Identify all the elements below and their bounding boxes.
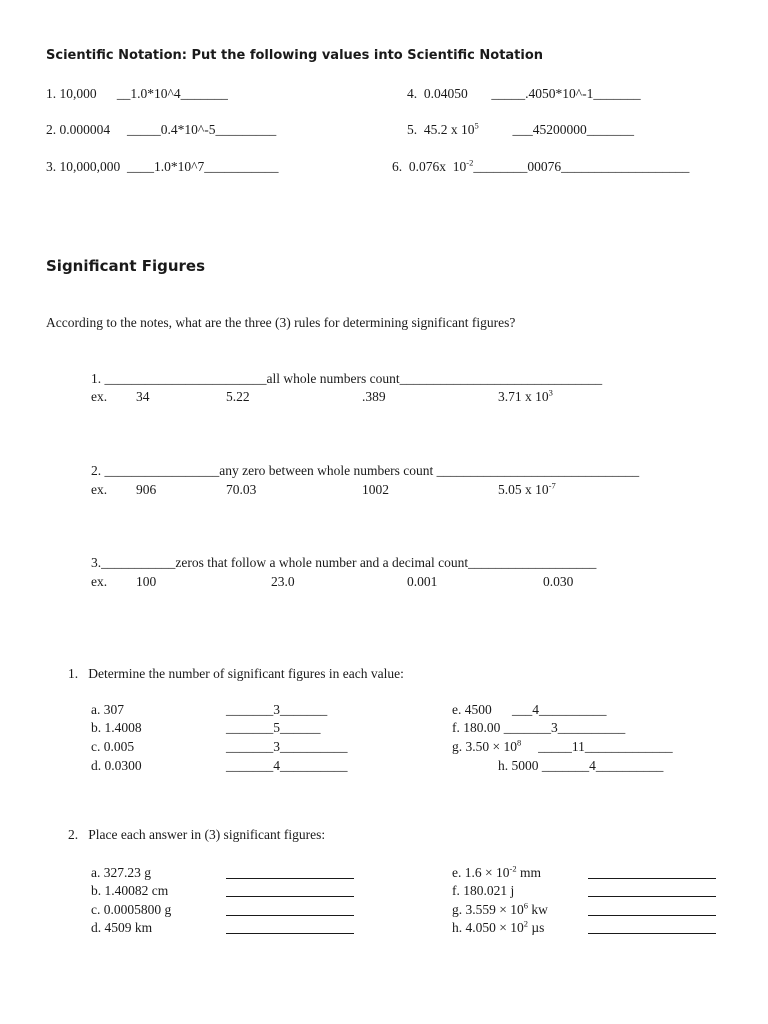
rule-3-line: 3.___________zeros that follow a whole number and a decimal count___________________ bbox=[91, 555, 597, 570]
rule-1-ex-label: ex. bbox=[91, 389, 108, 404]
rule-3-example-3: 0.001 bbox=[407, 574, 438, 589]
sig-figs-heading: Significant Figures bbox=[46, 257, 206, 275]
q2-item-b: b. 1.40082 cm bbox=[91, 883, 169, 898]
rule-1-example-2: 5.22 bbox=[226, 389, 250, 404]
rules-question: According to the notes, what are the three (3) rules for determining significant figures? bbox=[46, 315, 516, 330]
q2-blank-f[interactable] bbox=[588, 882, 716, 897]
q1-item-g: g. $3.50 \times 10^8$ _____11_____________ bbox=[452, 737, 673, 754]
q2-blank-b[interactable] bbox=[226, 882, 354, 897]
sci-item-1: 1. 10,000 __1.0*10^4_______ bbox=[46, 86, 228, 101]
rule-2-example-3: 1002 bbox=[362, 482, 389, 497]
rule-2-line: 2. _________________any zero between whole numbers count ______________________________ bbox=[91, 463, 640, 478]
sci-item-4: 4. 0.04050 _____.4050*10^-1_______ bbox=[407, 86, 641, 101]
rule-1-example-1: 34 bbox=[136, 389, 150, 404]
rule-2-ex-label: ex. bbox=[91, 482, 108, 497]
q2-title: 2. Place each answer in (3) significant figures: bbox=[68, 827, 326, 842]
q1-item-c: c. 0.005 bbox=[91, 739, 135, 754]
rule-3-example-2: 23.0 bbox=[271, 574, 295, 589]
q1-item-d: d. 0.0300 bbox=[91, 758, 142, 773]
q2-blank-d[interactable] bbox=[226, 919, 354, 934]
rule-3-example-4: 0.030 bbox=[543, 574, 574, 589]
q1-item-h: h. 5000 _______4__________ bbox=[498, 758, 664, 773]
q2-item-g: g. $3.559 \times 10^6$ kw bbox=[452, 900, 548, 917]
q1-item-f: f. 180.00 _______3__________ bbox=[452, 720, 626, 735]
q1-item-e: e. 4500 ___4__________ bbox=[452, 702, 607, 717]
rule-2-example-2: 70.03 bbox=[226, 482, 257, 497]
sci-item-3: 3. 10,000,000 ____1.0*10^7___________ bbox=[46, 159, 279, 174]
q1-item-a: a. 307 bbox=[91, 702, 124, 717]
q1-answer-a: _______3_______ bbox=[226, 702, 328, 717]
q1-answer-b: _______5______ bbox=[226, 720, 321, 735]
q2-item-a: a. 327.23 g bbox=[91, 865, 151, 880]
sci-item-2: 2. 0.000004 _____0.4*10^-5_________ bbox=[46, 122, 277, 137]
q2-blank-e[interactable] bbox=[588, 864, 716, 879]
rule-1-example-4: 3.71 x $10^3$ bbox=[498, 387, 553, 404]
q2-blank-g[interactable] bbox=[588, 901, 716, 916]
q2-item-e: e. $1.6 \times 10^{-2}$ mm bbox=[452, 863, 541, 880]
q2-item-f: f. 180.021 j bbox=[452, 883, 515, 898]
rule-3-ex-label: ex. bbox=[91, 574, 108, 589]
sci-item-6: 6. 0.076x $10^{-2}\_\_\_\_\_\_\_\_00076\_\_\_\_\_\_\_\_\_\_\_\_\_\_\_\_\_\_\_$ bbox=[392, 157, 690, 174]
q2-item-d: d. 4509 km bbox=[91, 920, 153, 935]
rule-2-example-4: 5.05 x $10^{-7}$ bbox=[498, 480, 556, 497]
sci-item-5: 5. 45.2 x $10^5$ ___45200000_______ bbox=[407, 120, 634, 137]
rule-1-example-3: .389 bbox=[362, 389, 386, 404]
q2-blank-h[interactable] bbox=[588, 919, 716, 934]
q2-item-h: h. $4.050 \times 10^2$ µs bbox=[452, 918, 545, 935]
q1-title: 1. Determine the number of significant figures in each value: bbox=[68, 666, 404, 681]
q1-item-b: b. 1.4008 bbox=[91, 720, 142, 735]
q2-item-c: c. 0.0005800 g bbox=[91, 902, 172, 917]
rule-3-example-1: 100 bbox=[136, 574, 157, 589]
q2-blank-c[interactable] bbox=[226, 901, 354, 916]
q2-blank-a[interactable] bbox=[226, 864, 354, 879]
sci-notation-heading: Scientific Notation: Put the following values into Scientific Notation bbox=[46, 48, 544, 63]
rule-2-example-1: 906 bbox=[136, 482, 157, 497]
q1-answer-c: _______3__________ bbox=[226, 739, 348, 754]
rule-1-line: 1. ________________________all whole numbers count______________________________ bbox=[91, 371, 603, 386]
q1-answer-d: _______4__________ bbox=[226, 758, 348, 773]
